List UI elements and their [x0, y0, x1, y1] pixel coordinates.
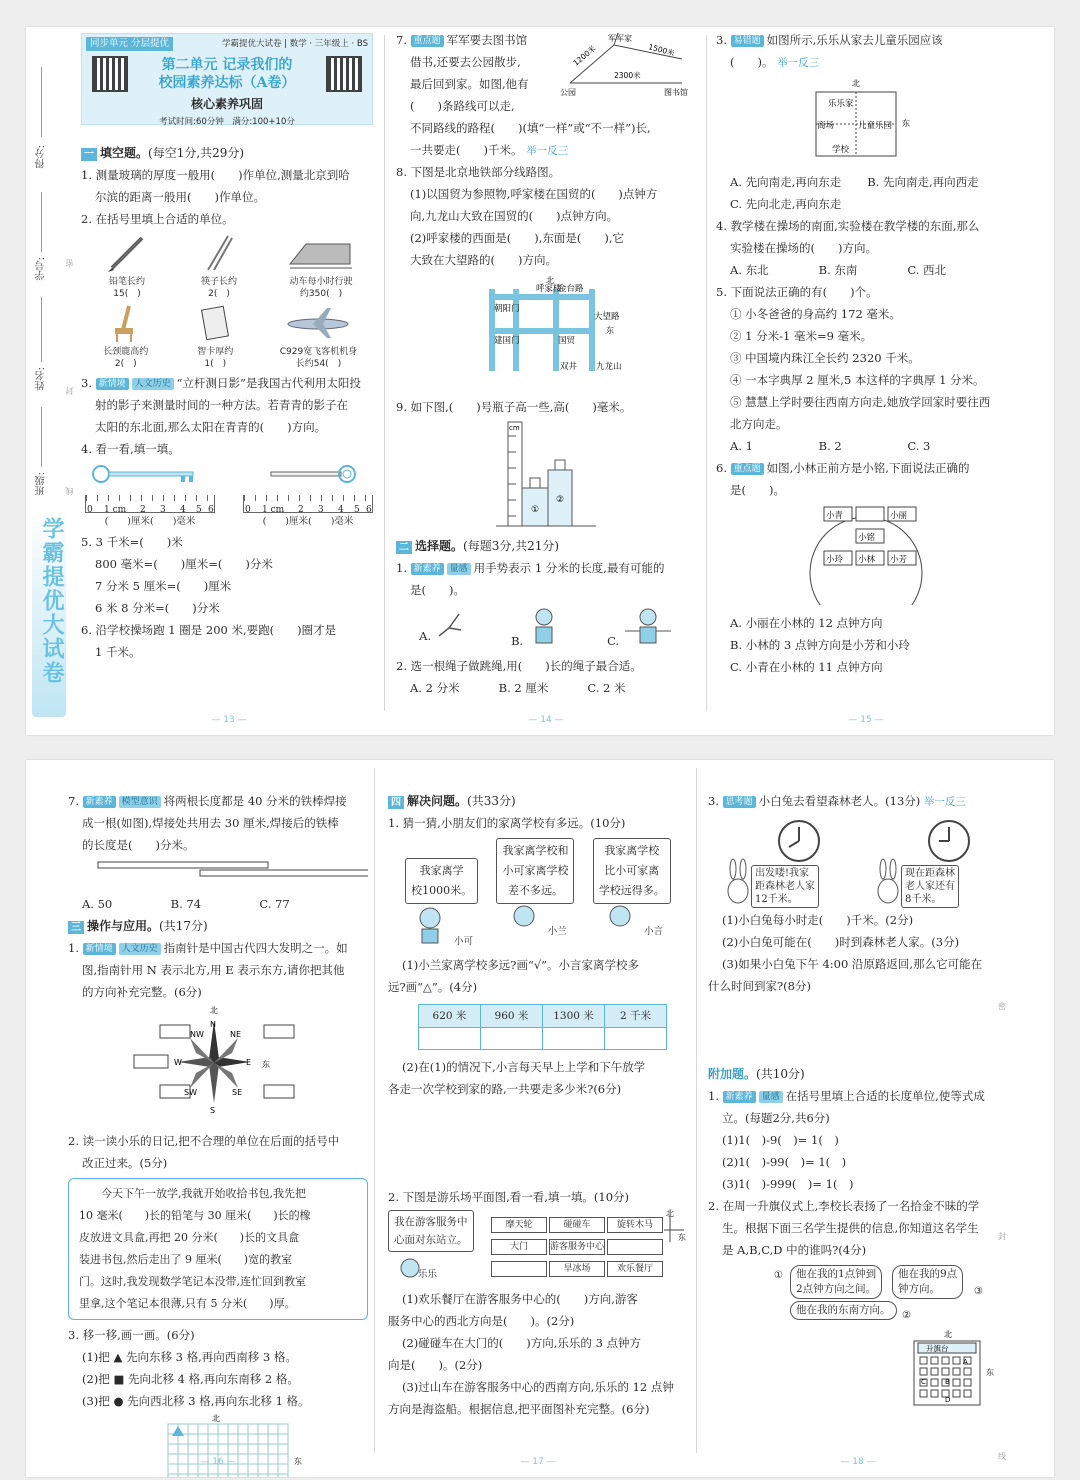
page-15-column: [716, 27, 1016, 735]
rabbit-icon: [873, 857, 903, 907]
svg-text:东: 东: [986, 1368, 994, 1377]
core-literacy-title: 核心素养巩固: [190, 97, 263, 111]
chopsticks-item: 筷子长约 2( ): [194, 234, 244, 300]
chopsticks-icon: [194, 234, 244, 272]
name-line: [41, 297, 42, 362]
svg-text:W: W: [174, 1058, 182, 1067]
map-home-label: 军军家: [608, 34, 632, 43]
col1-body: [81, 142, 377, 663]
q5-line3: 7 分米 5 厘米=( )厘米: [95, 579, 232, 593]
q3-line1: 3. 新情境 人文历史 “立杆测日影”是我国古代利用太阳投: [81, 376, 361, 390]
svg-text:C: C: [921, 1378, 926, 1386]
svg-text:东: 东: [902, 119, 910, 128]
c4-option-b[interactable]: B. 东南: [818, 263, 858, 277]
c5-option-a[interactable]: A. 1: [730, 439, 753, 453]
q6-line2: 1 千米。: [95, 645, 141, 659]
amusement-park-map: 我在游客服务中 心面对东站立。 乐乐 摩天轮 碰碰车 旋转木马 大门 游客服务中心 旱冰场 欢乐餐厅 北 东: [388, 1208, 688, 1288]
metro-map-diagram: [396, 271, 696, 389]
q2-text: 2. 在括号里填上合适的单位。: [81, 212, 234, 226]
page-13-column: [81, 27, 377, 735]
c5-item-5b: 北方向走。: [730, 417, 788, 431]
svg-text:小青: 小青: [826, 511, 844, 521]
c3-option-b[interactable]: B. 先向南走,再向西走: [867, 175, 979, 189]
section-bonus: 附加题。(共10分): [708, 1067, 805, 1081]
rabbit-scene: [708, 813, 1008, 909]
b2-line2: 生。根据下面三名学生提供的信息,你知道这名学生: [722, 1221, 979, 1235]
p2-text: 2. 下图是游乐场平面图,看一看,填一填。(10分): [388, 1190, 630, 1204]
b1-line2: 立。(每题2分,共6分): [722, 1111, 830, 1125]
svg-text:呼家楼: 呼家楼: [536, 284, 562, 294]
c4-option-c[interactable]: C. 西北: [907, 263, 947, 277]
o3-item-3: (3)把 ● 先向西北移 3 格,再向东北移 1 格。: [82, 1394, 310, 1408]
exam-sheet-pages-16-18: [26, 760, 1054, 1477]
p3q-3: (3)如果小白兔下午 4:00 沿原路返回,那么它可能在: [722, 957, 983, 971]
q9-text: 9. 如下图,( )号瓶子高一些,高( )毫米。: [396, 400, 632, 414]
clock-icon: [775, 817, 823, 865]
c6-line1: 6. 重点题 如图,小林正前方是小铭,下面说法正确的: [716, 461, 970, 475]
svg-text:北: 北: [666, 1209, 674, 1218]
b1-eq-3: (3)1( )-999( )= 1( ): [722, 1177, 854, 1191]
svg-text:朝阳门: 朝阳门: [494, 304, 520, 314]
page-number-16: — 16 —: [200, 1457, 236, 1467]
rulers-row: [81, 460, 377, 531]
q3-line3: 太阳的东北面,那么太阳在青青的( )方向。: [95, 420, 327, 434]
page-number-14: — 14 —: [528, 715, 564, 725]
rabbit-start: [723, 817, 843, 909]
svg-text:商场: 商场: [817, 121, 835, 131]
svg-text:东: 东: [294, 1457, 302, 1466]
b1-eq-2: (2)1( )-99( )= 1( ): [722, 1155, 847, 1169]
b2-line3: 是 A,B,C,D 中的谁吗?(4分): [722, 1243, 867, 1257]
c6-line2: 是( )。: [730, 483, 785, 497]
p1a-line1: (1)小兰家离学校多远?画“√”。小言家离学校多: [402, 958, 640, 972]
s2-q7-option-a[interactable]: A. 50: [82, 897, 113, 911]
seat-square: [931, 1379, 938, 1386]
distance-table: 620 米 960 米 1300 米 2 千米: [418, 1004, 667, 1050]
series-label: 学霸提优大试卷 | 数学 · 三年级上 · BS: [221, 39, 368, 49]
svg-text:北: 北: [210, 1006, 218, 1015]
p2q-line6: 方向是海盗船。根据信息,把平面图补充完整。(6分): [388, 1402, 650, 1416]
c5-text: 5. 下面说法正确的有( )个。: [716, 285, 878, 299]
speech-1: 我家离学 校1000米。: [405, 858, 478, 904]
svg-text:E: E: [246, 1058, 252, 1067]
c3-line1: 3. 易错题 如图所示,乐乐从家去儿童乐园应该: [716, 33, 943, 47]
diary-box: 今天下午一放学,我就开始收拾书包,我先把 10 毫米( )长的铅笔与 30 厘米( )长的橡 皮放进文具盒,再把 20 分米( )长的文具盒 装进书包,然后走出了 9 厘米( )宽的教室 门。这时,我发现数学笔记本没带,连忙回到教室 里拿,这个笔记本很薄,只有 5 分米( )厚。: [68, 1178, 368, 1320]
section-operation: 三 操作与应用。(共17分): [68, 915, 368, 937]
svg-text:乐乐家: 乐乐家: [828, 99, 854, 109]
svg-text:小丽: 小丽: [890, 511, 908, 521]
s2-col1-body: [68, 790, 368, 1477]
c5-item-1: ① 小冬爸爸的身高约 172 毫米。: [730, 307, 901, 321]
pencil-icon: [102, 234, 152, 272]
o3-title: 3. 移一移,画一画。(6分): [68, 1328, 195, 1342]
student-id-line: [41, 192, 42, 252]
c6-option-c[interactable]: C. 小青在小林的 11 点钟方向: [730, 660, 883, 674]
svg-text:小芳: 小芳: [890, 555, 908, 565]
card-icon: [190, 302, 240, 342]
ruler-left-blank: ( )厘米( )毫米: [104, 516, 196, 527]
rabbit-icon: [723, 857, 753, 907]
s2-q7-line1: 7. 新素养 模型意识 将两根长度都是 40 分米的铁棒焊接: [68, 794, 347, 808]
svg-text:小铭: 小铭: [858, 533, 876, 543]
c5-item-5: ⑤ 慧慧上学时要往西南方向走,她放学回家时要往西: [730, 395, 991, 409]
ruler-scale-right: 0 1 cm 2 3 4 5 6: [243, 495, 373, 513]
seat-square: [953, 1379, 960, 1386]
route-map-diagram: [558, 31, 696, 99]
section-fill-blank: 一 填空题。(每空1分,共29分): [81, 142, 377, 164]
svg-text:北: 北: [944, 1330, 952, 1339]
p2q-line1: (1)欢乐餐厅在游客服务中心的( )方向,游客: [402, 1292, 638, 1306]
kids-speech-row: [388, 834, 688, 954]
c5-item-4: ④ 一本字典厚 2 厘米,5 本这样的字典厚 1 分米。: [730, 373, 985, 387]
c5-option-c[interactable]: C. 3: [907, 439, 931, 453]
c5-options: [716, 435, 1016, 457]
svg-text:①: ①: [531, 505, 540, 515]
o3-item-2: (2)把 ■ 先向北移 4 格,再向东南移 2 格。: [82, 1372, 299, 1386]
c2-option-c[interactable]: C. 2 米: [587, 681, 626, 695]
svg-text:北: 北: [852, 79, 860, 88]
p2q-line2: 服务中心的西北方向是( )。(2分): [388, 1314, 575, 1328]
column-divider: [374, 768, 375, 1453]
page-14-column: [396, 27, 696, 735]
svg-text:东: 东: [678, 1233, 686, 1242]
name-field-label: 姓名:: [36, 367, 47, 391]
p3q-3b: 什么时间到家?(8分): [708, 979, 811, 993]
rabbit-speech-2: 现在距森林 老人家还有 8千米。: [901, 865, 959, 908]
compass-diagram: [68, 1003, 368, 1123]
rabbit-speech-1: 出发喽!我家 距森林老人家 12千米。: [751, 865, 819, 908]
svg-text:双井: 双井: [560, 362, 578, 372]
svg-text:SW: SW: [184, 1088, 197, 1097]
section-problem-solving: 四 解决问题。(共33分): [388, 790, 688, 812]
svg-text:升旗台: 升旗台: [926, 1344, 949, 1353]
q8-line1: 8. 下图是北京地铁部分线路图。: [396, 165, 561, 179]
column-divider: [384, 35, 385, 711]
p2q-line4: 向是( )。(2分): [388, 1358, 483, 1372]
s2-q7-options: [68, 893, 368, 915]
speech-3: 我家离学校 比小可家离 学校远得多。: [593, 838, 671, 904]
o2-line2: 改正过来。(5分): [82, 1156, 168, 1170]
b1-line1: 1. 新素养 量感 在括号里填上合适的长度单位,使等式成: [708, 1089, 985, 1103]
svg-text:A: A: [963, 1358, 968, 1366]
svg-text:国贸: 国贸: [558, 336, 576, 346]
units-row-2: [81, 300, 377, 372]
ruler-right-blank: ( )厘米( )毫米: [262, 516, 354, 527]
exam-meta: 考试时间:60分钟 满分:100+10分: [159, 117, 295, 127]
s2-q7-line3: 的长度是( )分米。: [82, 838, 195, 852]
s2-col2-body: [388, 790, 688, 1420]
seat-square: [942, 1357, 949, 1364]
c1-option-b[interactable]: B.: [511, 605, 561, 652]
seat-square: [942, 1368, 949, 1375]
p3q-2: (2)小白兔可能在( )时到森林老人家。(3分): [722, 935, 960, 949]
svg-text:东: 东: [606, 326, 614, 335]
unit-tag: 同步单元 分层提优: [86, 37, 173, 51]
c2-option-b[interactable]: B. 2 厘米: [498, 681, 549, 695]
o1-line3: 的方向补充完整。(6分): [82, 985, 202, 999]
c4-line1: 4. 教学楼在操场的南面,实验楼在教学楼的东面,那么: [716, 219, 980, 233]
rabbit-later: [873, 817, 993, 909]
seat-square: [953, 1357, 960, 1364]
svg-text:儿童乐园: 儿童乐园: [858, 121, 893, 131]
svg-text:小玲: 小玲: [826, 555, 844, 565]
distance-table-wrap: [388, 998, 688, 1056]
q5-line1: 5. 3 千米=( )米: [81, 535, 183, 549]
col2-body: [396, 29, 696, 699]
svg-text:D: D: [945, 1396, 951, 1404]
q8-line2: (1)以国贸为参照物,呼家楼在国贸的( )点钟方: [410, 187, 658, 201]
c4-line2: 实验楼在操场的( )方向。: [730, 241, 877, 255]
o1-line1: 1. 新情境 人文历史 指南针是中国古代四大发明之一。如: [68, 941, 348, 955]
map-d3-label: 2300米: [614, 71, 641, 80]
c3-options: [716, 171, 1016, 193]
q5-line4: 6 米 8 分米=( )分米: [95, 601, 220, 615]
c3-option-c[interactable]: C. 先向北走,再向东走: [730, 197, 842, 211]
bubble-student-1: 他在我的1点钟到 2点钟方向之间。: [790, 1265, 882, 1299]
page-17-column: [388, 760, 688, 1477]
q8-line4: (2)呼家楼的西面是( ),东面是( ),它: [410, 231, 625, 245]
kid-2: 我家离学校和 小可家离学校 差不多远。 小兰: [496, 838, 574, 954]
q3-line2: 射的影子来测量时间的一种方法。若青青的影子在: [95, 398, 348, 412]
c3-option-a[interactable]: A. 先向南走,再向东走: [730, 175, 842, 189]
pencil-item: 铅笔长约 15( ): [102, 234, 152, 300]
bottles-ruler-diagram: [396, 418, 696, 528]
giraffe-item: 长颈鹿高约 2( ): [101, 302, 151, 370]
map-library-label: 图书馆: [664, 88, 688, 97]
section-choice: 二 选择题。(每题3分,共21分): [396, 535, 696, 557]
b1-eq-1: (1)1( )-9( )= 1( ): [722, 1133, 839, 1147]
page-number-18: — 18 —: [840, 1457, 876, 1467]
q7-line5: 不同路线的路程( )(填“一样”或“不一样”)长,: [410, 121, 651, 135]
p2q-line3: (2)碰碰车在大门的( )方向,乐乐的 3 点钟方: [402, 1336, 642, 1350]
seal-mark-xian: 线: [998, 1452, 1006, 1461]
c3-line2: ( )。 举一反三: [730, 55, 820, 69]
hand-gesture-icon: [435, 610, 465, 640]
q7-line6: 一共要走( )千米。 举一反三: [410, 143, 569, 157]
seal-mark-xian: 线: [65, 487, 74, 495]
score-line: [41, 67, 42, 137]
page-number-17: — 17 —: [520, 1457, 556, 1467]
seat-square: [964, 1379, 971, 1386]
column-divider: [696, 768, 697, 1453]
seat-square: [964, 1368, 971, 1375]
child-gesture-b-icon: [527, 605, 561, 645]
bubble-student-2: 他在我的东南方向。: [790, 1301, 897, 1320]
q4-text: 4. 看一看,填一填。: [81, 442, 180, 456]
q7-text-left: 7. 重点题 军军要去图书馆 借书,还要去公园散步, 最后回到家。如图,他有 ( )条路线可以走,: [396, 33, 529, 113]
seat-square: [953, 1368, 960, 1375]
binding-sidebar: [26, 27, 74, 735]
svg-text:②: ②: [556, 495, 565, 505]
map-park-label: 公园: [560, 88, 576, 97]
boy-avatar-icon: [600, 904, 640, 934]
q5-line2: 800 毫米=( )厘米=( )分米: [95, 557, 273, 571]
s2-q7-option-b[interactable]: B. 74: [170, 897, 202, 911]
bubble-student-3: 他在我的9点 钟方向。: [892, 1265, 963, 1299]
giraffe-icon: [101, 302, 151, 342]
svg-text:SE: SE: [232, 1088, 243, 1097]
p2q-line5: (3)过山车在游客服务中心的西南方向,乐乐的 12 点钟: [402, 1380, 674, 1394]
svg-text:N: N: [210, 1020, 216, 1029]
svg-text:NW: NW: [190, 1030, 204, 1039]
col3-body: [716, 29, 1016, 678]
o1-line2: 图,指南针用 N 表示北方,用 E 表示东方,请你把其他: [82, 963, 345, 977]
seat-square: [931, 1357, 938, 1364]
c4-option-a[interactable]: A. 东北: [730, 263, 769, 277]
c4-options: [716, 259, 1016, 281]
park-grid: 摩天轮 碰碰车 旋转木马 大门 游客服务中心 旱冰场 欢乐餐厅: [490, 1212, 682, 1278]
svg-text:cm: cm: [509, 424, 520, 432]
map-d1-label: 1200米: [571, 43, 598, 68]
c1-line1: 1. 新素养 量感 用手势表示 1 分米的长度,最有可能的: [396, 561, 665, 575]
seat-square: [920, 1390, 927, 1397]
seat-square: [953, 1390, 960, 1397]
q8-line5: 大致在大望路的( )方向。: [410, 253, 557, 267]
score-field-label: 得分:: [36, 145, 47, 169]
clock-icon: [925, 817, 973, 865]
kid-3: 我家离学校 比小可家离 学校远得多。 小言: [593, 838, 671, 954]
page-18-column: [708, 760, 1008, 1477]
q6-line1: 6. 沿学校操场跑 1 圈是 200 米,要跑( )圈才是: [81, 623, 337, 637]
q1-line1: 1. 测量玻璃的厚度一般用( )作单位,测量北京到哈: [81, 168, 350, 182]
student-id-field-label: 学号:: [36, 257, 47, 281]
seat-square: [920, 1368, 927, 1375]
svg-text:九龙山: 九龙山: [596, 362, 622, 372]
c2-options: [396, 677, 696, 699]
child-gesture-c-icon: [623, 605, 673, 645]
svg-text:小林: 小林: [858, 555, 876, 565]
route-grid-diagram: [716, 74, 1016, 164]
page-16-column: [68, 760, 368, 1477]
practice-link[interactable]: 举一反三: [526, 145, 569, 157]
q1-line2: 尔滨的距离一般用( )作单位。: [95, 190, 265, 204]
svg-text:大望路: 大望路: [594, 312, 620, 322]
p1-text: 1. 猜一猜,小朋友们的家离学校有多远。(10分): [388, 816, 626, 830]
units-row-1: [81, 230, 377, 300]
key-icon: [85, 462, 215, 488]
c5-item-2: ② 1 分米-1 毫米=9 毫米。: [730, 329, 873, 343]
flag-platform-diagram: [708, 1327, 1008, 1407]
svg-text:北: 北: [212, 1414, 220, 1423]
p3-line: 3. 思考题 小白兔去看望森林老人。(13分) 举一反三: [708, 794, 966, 808]
seat-square: [964, 1390, 971, 1397]
c1-line2: 是( )。: [410, 583, 465, 597]
class-field-label: 班级:: [36, 472, 47, 496]
s2-q7-option-c[interactable]: C. 77: [259, 897, 290, 911]
page-number-13: — 13 —: [211, 715, 247, 725]
q8-line3: 向,九龙山大致在国贸的( )点钟方向。: [410, 209, 619, 223]
s2-col3-body: [708, 790, 1008, 1414]
bullet-train-icon: [286, 234, 356, 272]
brand-logo: 学霸提优大试卷: [39, 517, 64, 685]
practice-link[interactable]: 举一反三: [923, 796, 966, 808]
svg-text:东: 东: [262, 1060, 270, 1069]
q7-block: [396, 29, 696, 161]
s2-q7-line2: 成一根(如图),焊接处共用去 30 厘米,焊接后的铁棒: [82, 816, 339, 830]
svg-text:北: 北: [546, 276, 554, 285]
practice-link[interactable]: 举一反三: [777, 57, 820, 69]
unit-header: [81, 33, 373, 125]
o2-line1: 2. 读一读小乐的日记,把不合理的单位在后面的括号中: [68, 1134, 340, 1148]
ruler-left: [85, 462, 215, 531]
p1b-line2: 各走一次学校到家的路,一共要走多少米?(6分): [388, 1082, 622, 1096]
svg-text:S: S: [210, 1106, 216, 1115]
o3-item-1: (1)把 ▲ 先向东移 3 格,再向西南移 3 格。: [82, 1350, 297, 1364]
p1a-line2: 远?画“△”。(4分): [388, 980, 478, 994]
exam-sheet-pages-13-15: [26, 27, 1054, 735]
airplane-item: C929宽飞客机机身 长约54( ): [280, 302, 357, 370]
ruler-right: [243, 462, 373, 531]
seal-mark-mi: 密: [998, 1002, 1006, 1011]
class-line: [41, 407, 42, 467]
page-number-15: — 15 —: [848, 715, 884, 725]
column-divider: [706, 35, 707, 711]
seal-mark-feng: 封: [65, 387, 74, 395]
svg-text:B: B: [945, 1378, 950, 1386]
c6-option-b[interactable]: B. 小林的 3 点钟方向是小芳和小玲: [730, 638, 910, 652]
svg-text:建国门: 建国门: [494, 336, 520, 346]
map-d2-label: 1500米: [647, 42, 676, 58]
answer-space[interactable]: [388, 1100, 688, 1186]
b2-line1: 2. 在周一升旗仪式上,李校长表扬了一名拾金不昧的学: [708, 1199, 980, 1213]
p3q-1: (1)小白兔每小时走( )千米。(2分): [722, 913, 914, 927]
girl-avatar-icon: [410, 904, 450, 944]
c6-option-a[interactable]: A. 小丽在小林的 12 点钟方向: [730, 616, 883, 630]
c1-options: [396, 601, 696, 655]
c5-option-b[interactable]: B. 2: [818, 439, 842, 453]
unit-title: 第二单元 记录我们的 校园素养达标（A卷）: [158, 57, 296, 91]
c2-option-a[interactable]: A. 2 分米: [410, 681, 460, 695]
c1-option-c[interactable]: C.: [607, 605, 673, 652]
seat-square: [920, 1357, 927, 1364]
bullet-train-item: 动车每小时行驶 约350( ): [286, 234, 356, 300]
airplane-icon: [283, 302, 353, 342]
seat-square: [931, 1390, 938, 1397]
seating-clock-diagram: [716, 501, 1016, 605]
direction-arrow-icon: [660, 1208, 688, 1248]
svg-text:金台路: 金台路: [558, 284, 584, 294]
lele-speech: 我在游客服务中 心面对东站立。: [388, 1210, 474, 1252]
svg-text:NE: NE: [230, 1030, 242, 1039]
seal-mark-mi: 密: [65, 259, 74, 267]
answer-space[interactable]: [708, 997, 1008, 1063]
svg-text:学校: 学校: [832, 145, 850, 155]
c5-item-3: ③ 中国境内珠江全长约 2320 千米。: [730, 351, 920, 365]
kid-1: 我家离学 校1000米。 小可: [405, 838, 478, 954]
c2-text: 2. 选一根绳子做跳绳,用( )长的绳子最合适。: [396, 659, 642, 673]
p1b-line1: (2)在(1)的情况下,小言每天早上上学和下午放学: [402, 1060, 646, 1074]
welded-rods-diagram: [68, 856, 368, 886]
speech-2: 我家离学校和 小可家离学校 差不多远。: [496, 838, 574, 904]
seat-square: [931, 1368, 938, 1375]
girl-avatar-icon: [504, 904, 544, 934]
c1-option-a[interactable]: A.: [419, 610, 465, 647]
ruler-scale-left: 0 1 cm 2 3 4 5 6: [85, 495, 215, 513]
card-item: 智卡厚约 1( ): [190, 302, 240, 370]
seal-mark-feng: 封: [998, 1232, 1006, 1241]
paper-clip-icon: [243, 462, 373, 488]
students-bubbles: ① 他在我的1点钟到 2点钟方向之间。 他在我的9点 钟方向。 ③ 他在我的东南方向。 ②: [708, 1261, 1008, 1327]
